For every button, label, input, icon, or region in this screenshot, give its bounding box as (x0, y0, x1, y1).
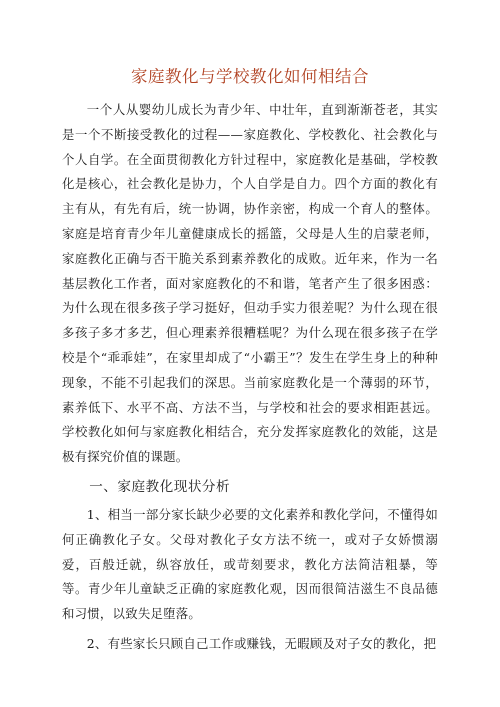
document-title: 家庭教化与学校教化如何相结合 (131, 67, 369, 86)
list-item: 2、有些家长只顾自己工作或赚钱，无暇顾及对子女的教化，把 (86, 635, 437, 651)
list-item: 1、相当一部分家长缺少必要的文化素养和教化学问，不懂得如何正确教化子女。父母对教化子女方法不统一，或对子女娇惯溺爱，百般迁就，纵容放任，或苛刻要求，教化方法简洁粗暴，等等。青少年儿童缺乏正确的家庭教化观，因而很简洁滋生不良品德和习惯，以致失足堕落。 (62, 506, 438, 622)
document-body (62, 98, 438, 657)
intro-paragraph: 一个人从婴幼儿成长为青少年、中壮年，直到渐渐苍老，其实是一个不断接受教化的过程——家庭教化、学校教化、社会教化与个人自学。在全面贯彻教化方针过程中，家庭教化是基础，学校教化是核心，社会教化是协力，个人自学是自力。四个方面的教化有主有从，有先有后，统一协调，协作亲密，构成一个育人的整体。家庭是培育青少年儿童健康成长的摇篮，父母是人生的启蒙老师，家庭教化正确与否干脆关系到素养教化的成败。近年来，作为一名基层教化工作者，面对家庭教化的不和谐，笔者产生了很多困惑：为什么现在很多孩子学习挺好，但动手实力很差呢？为什么现在很多孩子多才多艺，但心理素养很糟糕呢？为什么现在很多孩子在学校是个“乖乖娃”，在家里却成了“小霸王”？发生在学生身上的种种现象，不能不引起我们的深思。当前家庭教化是一个薄弱的环节，素养低下、水平不高、方法不当，与学校和社会的要求相距甚远。学校教化如何与家庭教化相结合，充分发挥家庭教化的效能，这是极有探究价值的课题。 (62, 102, 438, 465)
section-heading: 一、家庭教化现状分析 (89, 478, 231, 495)
